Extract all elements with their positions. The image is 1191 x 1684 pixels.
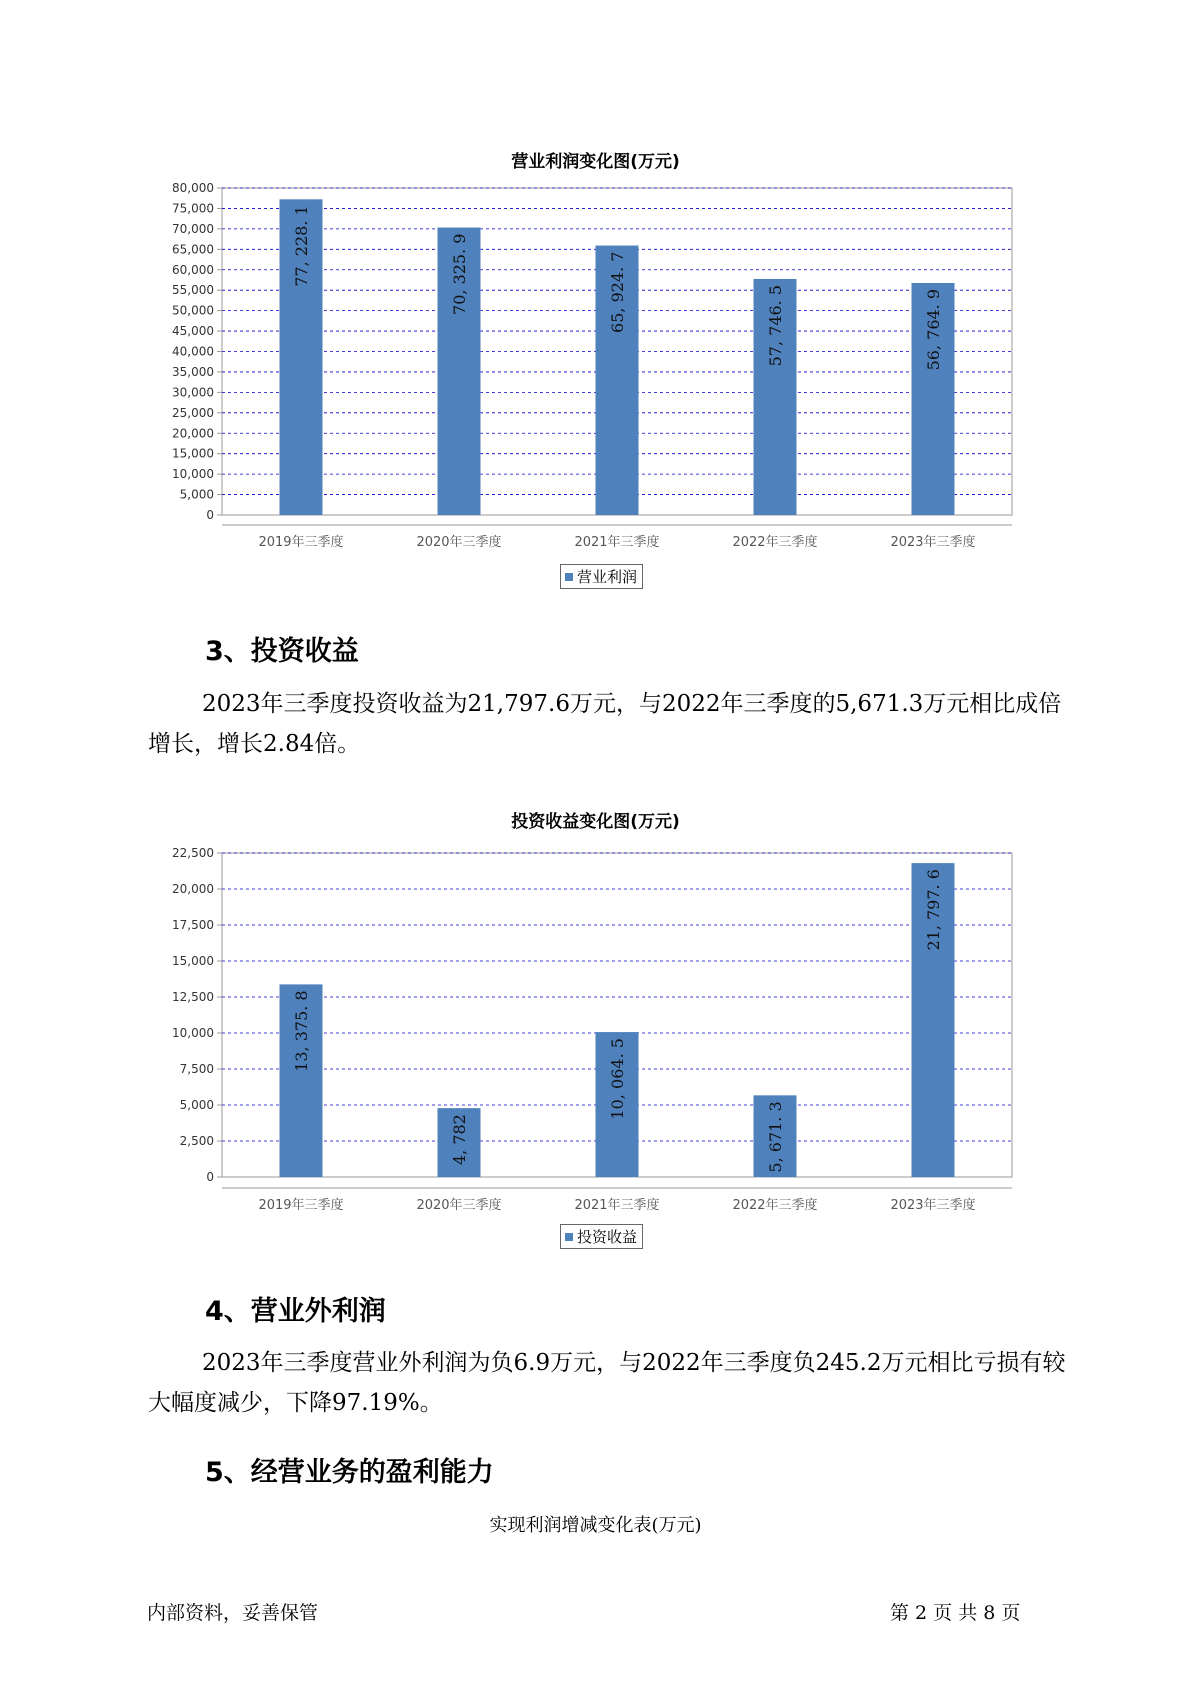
y-tick-label: 30,000 (172, 385, 214, 400)
bar-value-label: 13, 375. 8 (292, 990, 311, 1072)
section-heading-non-operating-profit: 4、营业外利润 (205, 1296, 386, 1327)
x-category-label: 2020年三季度 (416, 1198, 502, 1213)
y-tick-label: 15,000 (172, 446, 214, 461)
y-tick-label: 5,000 (179, 1098, 214, 1112)
bar-value-label: 4, 782 (450, 1114, 469, 1166)
y-tick-label: 60,000 (172, 262, 214, 277)
chart-title-operating-profit: 营业利润变化图(万元) (511, 152, 680, 172)
x-category-label: 2023年三季度 (890, 535, 976, 550)
x-category-label: 2019年三季度 (258, 1198, 344, 1213)
bar-value-label: 5, 671. 3 (766, 1101, 785, 1173)
x-category-label: 2020年三季度 (416, 535, 502, 550)
chart-investment-income (0, 840, 1191, 1213)
y-tick-label: 70,000 (172, 221, 214, 236)
legend-label: 营业利润 (577, 568, 638, 586)
y-tick-label: 10,000 (172, 1026, 214, 1040)
table-caption: 实现利润增减变化表(万元) (489, 1515, 702, 1536)
y-tick-label: 65,000 (172, 242, 214, 257)
y-tick-label: 50,000 (172, 303, 214, 318)
x-category-label: 2022年三季度 (732, 535, 818, 550)
legend-swatch (565, 1233, 573, 1241)
bar-value-label: 10, 064. 5 (608, 1038, 627, 1120)
y-tick-label: 5,000 (179, 487, 214, 502)
y-tick-label: 20,000 (172, 426, 214, 441)
bar-value-label: 77, 228. 1 (292, 205, 311, 287)
chart-title-investment-income: 投资收益变化图(万元) (511, 812, 680, 832)
footer-page-number: 第 2 页 共 8 页 (890, 1602, 1021, 1624)
x-category-label: 2021年三季度 (574, 535, 660, 550)
y-tick-label: 15,000 (172, 954, 214, 968)
bar-value-label: 65, 924. 7 (608, 251, 627, 333)
x-category-label: 2022年三季度 (732, 1198, 818, 1213)
y-tick-label: 20,000 (172, 882, 214, 896)
y-tick-label: 40,000 (172, 344, 214, 359)
bar-value-label: 57, 746. 5 (766, 284, 785, 367)
y-tick-label: 75,000 (172, 201, 214, 216)
y-tick-label: 10,000 (172, 467, 214, 482)
y-tick-label: 80,000 (172, 181, 214, 195)
legend-label: 投资收益 (577, 1228, 638, 1246)
chart-operating-profit (0, 180, 1191, 550)
paragraph-investment-income: 2023年三季度投资收益为21,797.6万元，与2022年三季度的5,671.3万元相比成倍增长，增长2.84倍。 (148, 691, 1062, 757)
y-tick-label: 25,000 (172, 405, 214, 420)
y-tick-label: 0 (206, 1170, 214, 1184)
x-category-label: 2019年三季度 (258, 535, 344, 550)
y-tick-label: 35,000 (172, 364, 214, 379)
legend-swatch (565, 573, 573, 581)
chart-legend-operating-profit (560, 564, 643, 589)
y-tick-label: 55,000 (172, 283, 214, 298)
y-tick-label: 0 (206, 508, 214, 522)
y-tick-label: 2,500 (179, 1134, 214, 1148)
y-tick-label: 45,000 (172, 324, 214, 339)
footer-confidential-note: 内部资料，妥善保管 (147, 1602, 319, 1624)
section-heading-investment-income: 3、投资收益 (205, 636, 359, 667)
x-category-label: 2021年三季度 (574, 1198, 660, 1213)
bar-value-label: 21, 797. 6 (924, 869, 943, 951)
y-tick-label: 12,500 (172, 990, 214, 1004)
bar-value-label: 56, 764. 9 (924, 288, 943, 371)
y-tick-label: 22,500 (172, 846, 214, 860)
chart-legend-investment-income (560, 1224, 643, 1249)
y-tick-label: 17,500 (172, 918, 214, 932)
bar-value-label: 70, 325. 9 (450, 233, 469, 315)
x-category-label: 2023年三季度 (890, 1198, 976, 1213)
y-tick-label: 7,500 (179, 1062, 214, 1076)
paragraph-non-operating-profit: 2023年三季度营业外利润为负6.9万元，与2022年三季度负245.2万元相比亏损有较大幅度减少，下降97.19%。 (148, 1350, 1066, 1416)
section-heading-profitability: 5、经营业务的盈利能力 (205, 1457, 494, 1488)
